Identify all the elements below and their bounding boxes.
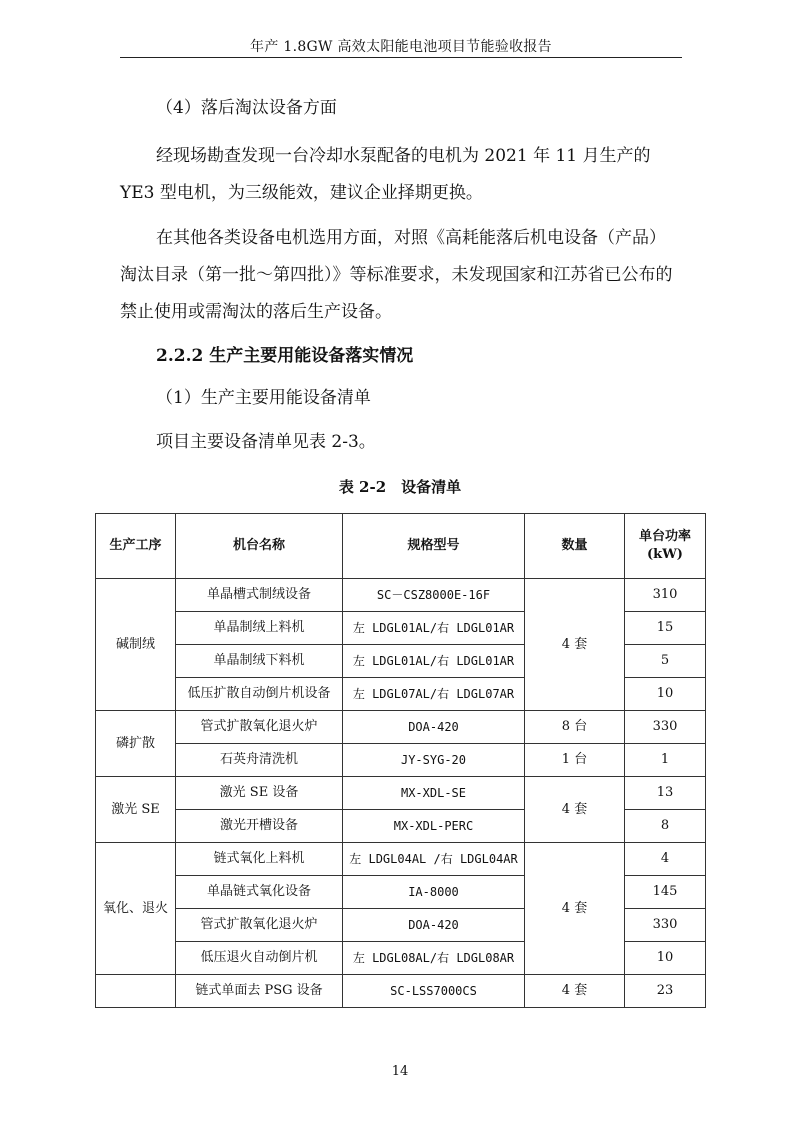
power-cell: 13	[625, 777, 706, 810]
table-row	[96, 975, 706, 1008]
name-cell: 管式扩散氧化退火炉	[176, 909, 343, 942]
name-cell: 低压扩散自动倒片机设备	[176, 678, 343, 711]
power-cell: 330	[625, 711, 706, 744]
name-cell: 激光开槽设备	[176, 810, 343, 843]
power-cell: 10	[625, 678, 706, 711]
process-cell: 激光 SE	[96, 777, 176, 843]
power-cell: 8	[625, 810, 706, 843]
table-row	[96, 777, 706, 810]
name-cell: 石英舟清洗机	[176, 744, 343, 777]
model-cell: DOA-420	[343, 711, 525, 744]
subheading-equipment-list: （1）生产主要用能设备清单	[156, 388, 371, 408]
name-cell: 低压退火自动倒片机	[176, 942, 343, 975]
header-power: 单台功率(kW)	[625, 514, 706, 579]
paragraph-table-intro: 项目主要设备清单见表 2-3。	[156, 432, 376, 452]
name-cell: 链式氧化上料机	[176, 843, 343, 876]
table-caption: 表 2-2 设备清单	[338, 478, 462, 496]
power-cell: 145	[625, 876, 706, 909]
header-process: 生产工序	[96, 514, 176, 579]
header-model: 规格型号	[343, 514, 525, 579]
header-machine-name: 机台名称	[176, 514, 343, 579]
model-cell: DOA-420	[343, 909, 525, 942]
model-cell: JY-SYG-20	[343, 744, 525, 777]
name-cell: 管式扩散氧化退火炉	[176, 711, 343, 744]
power-cell: 310	[625, 579, 706, 612]
process-cell: 磷扩散	[96, 711, 176, 777]
process-cell	[96, 975, 176, 1008]
model-cell: IA-8000	[343, 876, 525, 909]
model-cell: MX-XDL-SE	[343, 777, 525, 810]
name-cell: 单晶制绒下料机	[176, 645, 343, 678]
power-cell: 330	[625, 909, 706, 942]
table-header-row	[96, 514, 706, 579]
model-cell: 左 LDGL07AL/右 LDGL07AR	[343, 678, 525, 711]
quantity-cell: 8 台	[525, 711, 625, 744]
header-quantity: 数量	[525, 514, 625, 579]
power-cell: 15	[625, 612, 706, 645]
process-cell: 碱制绒	[96, 579, 176, 711]
paragraph-standards-check: 在其他各类设备电机选用方面，对照《高耗能落后机电设备（产品）淘汰目录（第一批～第四批）》等标准要求，未发现国家和江苏省已公布的禁止使用或需淘汰的落后生产设备。	[120, 228, 673, 322]
model-cell: 左 LDGL01AL/右 LDGL01AR	[343, 612, 525, 645]
equipment-table	[95, 513, 706, 1008]
process-cell: 氧化、退火	[96, 843, 176, 975]
table-row	[96, 744, 706, 777]
power-cell: 5	[625, 645, 706, 678]
quantity-cell: 4 套	[525, 777, 625, 843]
quantity-cell: 1 台	[525, 744, 625, 777]
section-heading-outdated-equipment: （4）落后淘汰设备方面	[156, 98, 337, 118]
paragraph-motor-finding: 经现场勘查发现一台冷却水泵配备的电机为 2021 年 11 月生产的 YE3 型电机，为三级能效，建议企业择期更换。	[120, 146, 651, 203]
table-row	[96, 579, 706, 612]
name-cell: 单晶制绒上料机	[176, 612, 343, 645]
model-cell: 左 LDGL01AL/右 LDGL01AR	[343, 645, 525, 678]
quantity-cell: 4 套	[525, 579, 625, 711]
power-cell: 4	[625, 843, 706, 876]
name-cell: 单晶槽式制绒设备	[176, 579, 343, 612]
section-heading-2-2-2: 2.2.2 生产主要用能设备落实情况	[156, 346, 414, 366]
power-cell: 1	[625, 744, 706, 777]
model-cell: SC－CSZ8000E-16F	[343, 579, 525, 612]
table-row	[96, 711, 706, 744]
power-cell: 10	[625, 942, 706, 975]
table-row	[96, 843, 706, 876]
model-cell: MX-XDL-PERC	[343, 810, 525, 843]
model-cell: 左 LDGL04AL /右 LDGL04AR	[343, 843, 525, 876]
name-cell: 激光 SE 设备	[176, 777, 343, 810]
model-cell: 左 LDGL08AL/右 LDGL08AR	[343, 942, 525, 975]
model-cell: SC-LSS7000CS	[343, 975, 525, 1008]
power-cell: 23	[625, 975, 706, 1008]
running-header: 年产 1.8GW 高效太阳能电池项目节能验收报告	[250, 39, 552, 55]
name-cell: 单晶链式氧化设备	[176, 876, 343, 909]
quantity-cell: 4 套	[525, 843, 625, 975]
page-number: 14	[391, 1064, 409, 1079]
header-rule	[120, 57, 682, 58]
name-cell: 链式单面去 PSG 设备	[176, 975, 343, 1008]
quantity-cell: 4 套	[525, 975, 625, 1008]
